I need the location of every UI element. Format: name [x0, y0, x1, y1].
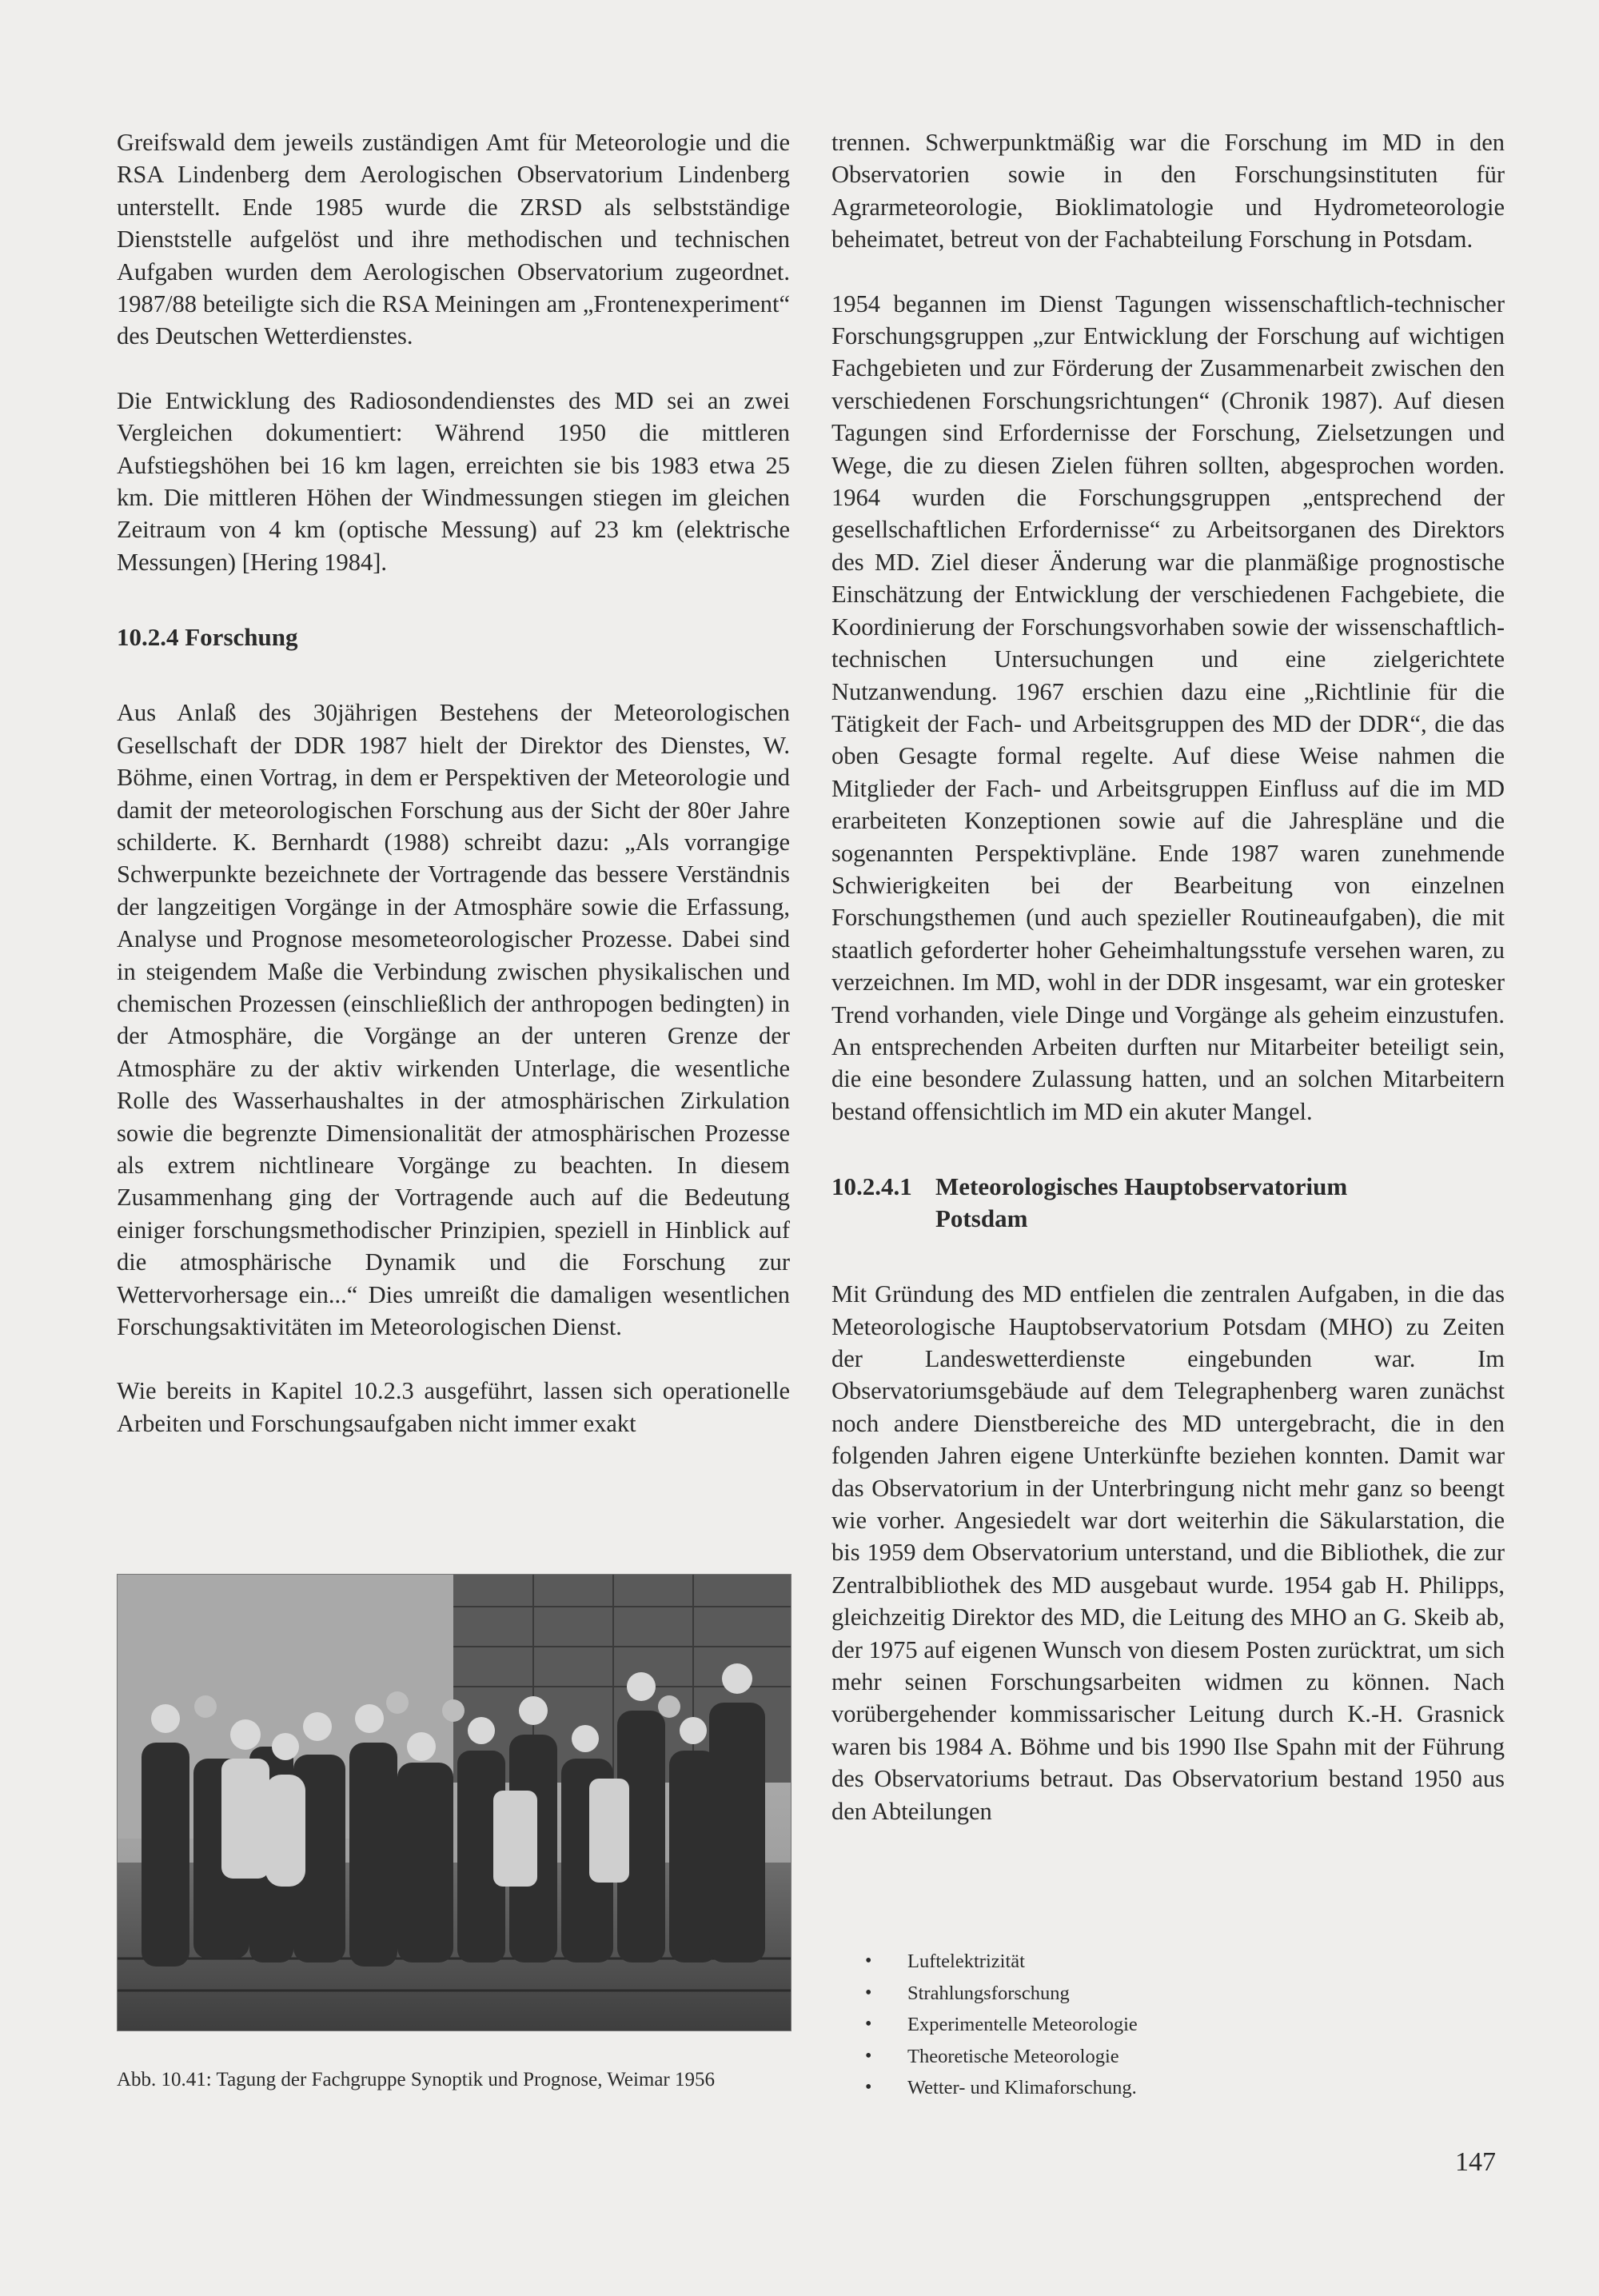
paragraph-radiosondendienst: Die Entwicklung des Radiosondendienstes des MD sei an zwei Vergleichen dokumentiert: Während 1950 die mittleren Aufstiegshöhen bei 16 km lagen, erreichten sie bis 1983 etwa 25 km. Die mittleren Höhen der Windmessungen stiegen im gleichen Zeitraum von 4 km (optische Messung) auf 23 km (elektrische Messungen) [Hering 1984]. [117, 386, 790, 576]
figure-caption: Abb. 10.41: Tagung der Fachgruppe Synoptik und Prognose, Weimar 1956 [117, 2069, 716, 2090]
list-item: • Theoretische Meteorologie [831, 2041, 1471, 2073]
subsection-title [935, 1171, 1347, 1235]
section-heading-forschung: 10.2.4 Forschung [117, 623, 298, 652]
left-column [117, 126, 790, 1439]
paragraph-forschungsgruppen: 1954 begannen im Dienst Tagungen wissenschaftlich-technischer Forschungsgruppen „zur Entwicklung der Forschung auf wichtigen Fachgebieten und zur Förderung der Zusammenarbeit zwischen den verschiedenen Forschungsrichtungen“ (Chronik 1987). Auf diesen Tagungen sind Erfordernisse der Forschung, Zielsetzungen und Wege, die zu diesen Zielen führen sollten, abgesprochen worden. 1964 wurden die Forschungsgruppen „entsprechend der gesellschaftlichen Erfordernisse“ zu Arbeitsorganen des Direktors des MD. Ziel dieser Änderung war die planmäßige prognostische Einschätzung der Entwicklung der verschiedenen Fachgebiete, die Koordinierung der Forschungsvorhaben sowie der wissenschaftlich-technischen Untersuchungen und eine zielgerichtete Nutzanwendung. 1967 erschien dazu eine „Richtlinie für die Tätigkeit der Fach- und Arbeitsgruppen des MD der DDR“, die das oben Gesagte formal regelte. Auf diese Weise nahmen die Mitglieder der Fach- und Arbeitsgruppen Einfluss auf die im MD erarbeiteten Konzeptionen sowie auf die Jahrespläne und die sogenannten Perspektivpläne. Ende 1987 waren zunehmende Schwierigkeiten bei der Bearbeitung von einzelnen Forschungsthemen (und auch spezieller Routineaufgaben), die mit staatlich geforderter hoher Geheimhaltungsstufe versehen waren, zu verzeichnen. Im MD, wohl in der DDR insgesamt, war ein grotesker Trend vorhanden, viele Dinge und Vorgänge als geheim einzustufen. An entsprechenden Arbeiten durften nur Mitarbeiter beteiligt sein, die eine besondere Zulassung hatten, und an solchen Mitarbeitern bestand offensichtlich im MD ein akuter Mangel. [831, 289, 1505, 1125]
group-photo [117, 1574, 792, 2031]
subsection-heading-mho [831, 1171, 1505, 1235]
subsection-number: 10.2.4.1 [831, 1172, 912, 1201]
list-item: • Wetter- und Klimaforschung. [831, 2072, 1471, 2104]
paragraph-amt-lindenberg: Greifswald dem jeweils zuständigen Amt für Meteorologie und die RSA Lindenberg dem Aerologischen Observatorium Lindenberg unterstellt. Ende 1985 wurde die ZRSD als selbstständige Dienststelle aufgelöst und ihre methodischen und technischen Aufgaben wurden dem Aerologischen Observatorium zugeordnet. 1987/88 beteiligte sich die RSA Meiningen am „Frontenexperiment“ des Deutschen Wetterdienstes. [117, 129, 790, 350]
bullet-icon: • [865, 2045, 872, 2066]
paragraph-kapitel-verweis: Wie bereits in Kapitel 10.2.3 ausgeführt, lassen sich operationelle Arbeiten und Forschungsaufgaben nicht immer exakt [117, 1377, 790, 1437]
bullet-icon: • [865, 2077, 872, 2098]
paragraph-schwerpunkte: trennen. Schwerpunktmäßig war die Forschung im MD in den Observatorien sowie in den Forschungsinstituten für Agrarmeteorologie, Bioklimatologie und Hydrometeorologie beheimatet, betreut von der Fachabteilung Forschung in Potsdam. [831, 129, 1505, 254]
list-item: • Strahlungsforschung [831, 1978, 1471, 2010]
paragraph-forschung-vortrag: Aus Anlaß des 30jährigen Bestehens der Meteorologischen Gesellschaft der DDR 1987 hielt der Direktor des Dienstes, W. Böhme, einen Vortrag, in dem er Perspektiven der Meteorologie und damit der meteorologischen Forschung aus der Sicht der 80er Jahre schilderte. K. Bernhardt (1988) schreibt dazu: „Als vorrangige Schwerpunkte bezeichnete der Vortragende das bessere Verständnis der langzeitigen Vorgänge in der Atmosphäre sowie die Erfassung, Analyse und Prognose mesometeorologischer Prozesse. Dabei sind in steigendem Maße die Verbindung zwischen physikalischen und chemischen Prozessen (einschließlich der anthropogen bedingten) in der Atmosphäre, die Vorgänge an der unteren Grenze der Atmosphäre zu der aktiv wirkenden Unterlage, die wesentliche Rolle des Wasserhaushaltes in der atmosphärischen Zirkulation sowie die begrenzte Dimensionalität der atmosphärischen Prozesse als extrem nichtlineare Vorgänge zu beachten. In diesem Zusammenhang ging der Vortragende auch auf die Bedeutung einiger forschungsmethodischer Prinzipien, speziell in Hinblick auf die atmosphärische Dynamik und die Forschung zur Wettervorhersage ein...“ Dies umreißt die damaligen wesentlichen Forschungsaktivitäten im Meteorologischen Dienst. [117, 699, 790, 1340]
subsection-title-line-1: Meteorologisches Hauptobservatorium [935, 1172, 1348, 1201]
subsection-title-line-2: Potsdam [935, 1204, 1028, 1233]
bullet-icon: • [865, 1982, 872, 2003]
bullet-icon: • [865, 2014, 872, 2034]
list-item: • Experimentelle Meteorologie [831, 2009, 1471, 2041]
list-item: • Luftelektrizität [831, 1946, 1471, 1978]
page-number: 147 [1455, 2147, 1496, 2177]
group-photo-drawing [118, 1575, 791, 2030]
department-list [831, 1946, 1471, 2104]
right-column [831, 126, 1505, 1827]
paragraph-hauptobservatorium: Mit Gründung des MD entfielen die zentralen Aufgaben, in die das Meteorologische Hauptobservatorium Potsdam (MHO) zu Zeiten der Landeswetterdienste eingebunden war. Im Observatoriumsgebäude auf dem Telegraphenberg waren zunächst noch andere Dienstbereiche des MD untergebracht, die in den folgenden Jahren eigene Unterkünfte beziehen konnten. Damit war das Observatorium in der Unterbringung nicht mehr ganz so beengt wie vorher. Angesiedelt war dort weiterhin die Säkularstation, die bis 1959 dem Observatorium unterstand, und die Bibliothek, die zur Zentralbibliothek des MD ausgebaut wurde. 1954 gab H. Philipps, gleichzeitig Direktor des MD, die Leitung des MHO an G. Skeib ab, der 1975 auf eigenen Wunsch von diesem Posten zurücktrat, um sich mehr seinen Forschungsarbeiten widmen zu können. Nach vorübergehender kommissarischer Leitung durch K.-H. Grasnick waren bis 1984 A. Böhme und bis 1990 Ilse Spahn mit der Führung des Observatoriums betraut. Das Observatorium bestand 1950 aus den Abteilungen [831, 1280, 1505, 1825]
bullet-icon: • [865, 1951, 872, 1971]
